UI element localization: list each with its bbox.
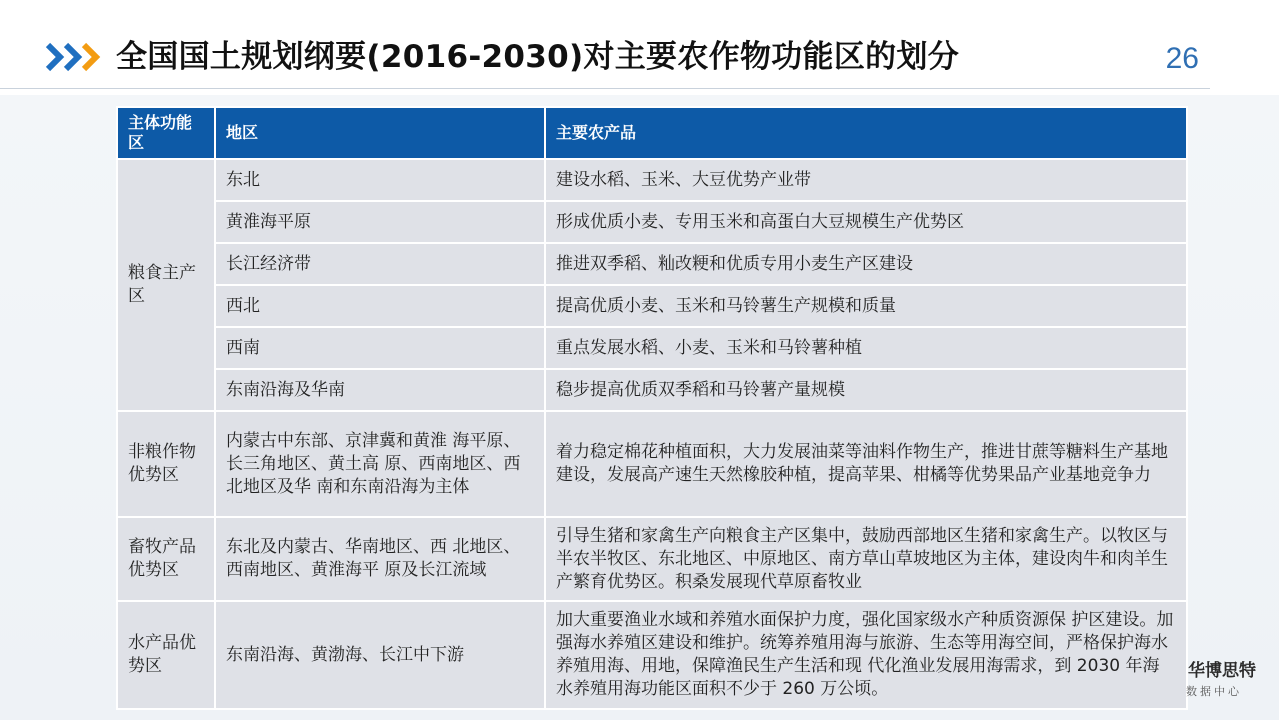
header-region: 地区: [215, 107, 545, 159]
table-row: [117, 201, 1187, 243]
zone-cell: 水产品优势区: [117, 601, 215, 709]
zone-cell: 畜牧产品优势区: [117, 517, 215, 601]
products-cell: 建设水稻、玉米、大豆优势产业带: [545, 159, 1187, 201]
table-row: [117, 411, 1187, 517]
table-row: [117, 517, 1187, 601]
table-row: [117, 601, 1187, 709]
region-cell: 内蒙古中东部、京津冀和黄淮 海平原、长三角地区、黄土高 原、西南地区、西北地区及华 南和东南沿海为主体: [215, 411, 545, 517]
header-zone: 主体功能区: [117, 107, 215, 159]
products-cell: 引导生猪和家禽生产向粮食主产区集中，鼓励西部地区生猪和家禽生产。以牧区与半农半牧区、东北地区、中原地区、南方草山草坡地区为主体，建设肉牛和肉羊生产繁育优势区。积桑发展现代草原畜牧业: [545, 517, 1187, 601]
products-cell: 提高优质小麦、玉米和马铃薯生产规模和质量: [545, 285, 1187, 327]
products-cell: 推进双季稻、籼改粳和优质专用小麦生产区建设: [545, 243, 1187, 285]
zone-cell-grain: 粮食主产区: [117, 159, 215, 411]
table-header-row: [117, 107, 1187, 159]
products-cell: 加大重要渔业水域和养殖水面保护力度，强化国家级水产种质资源保 护区建设。加强海水养殖区建设和维护。统筹养殖用海与旅游、生态等用海空间，严格保护海水养殖用海、用地，保障渔民生产生活和现 代化渔业发展用海需求，到 2030 年海水养殖用海功能区面积不少于 260 万公顷。: [545, 601, 1187, 709]
watermark-subtitle: 数据中心: [1186, 685, 1242, 698]
zone-cell: 非粮作物优势区: [117, 411, 215, 517]
products-cell: 稳步提高优质双季稻和马铃薯产量规模: [545, 369, 1187, 411]
table-row: [117, 285, 1187, 327]
slide-title: 全国国土规划纲要(2016-2030)对主要农作物功能区的划分: [116, 39, 960, 75]
triple-chevron-right-icon: [44, 41, 104, 73]
products-cell: 着力稳定棉花种植面积，大力发展油菜等油料作物生产，推进甘蔗等糖料生产基地建设，发展高产速生天然橡胶种植，提高苹果、柑橘等优势果品产业基地竞争力: [545, 411, 1187, 517]
table-row: [117, 369, 1187, 411]
function-zone-table: [116, 106, 1188, 710]
title-divider: [0, 88, 1210, 89]
table-row: [117, 159, 1187, 201]
region-cell: 东北及内蒙古、华南地区、西 北地区、西南地区、黄淮海平 原及长江流域: [215, 517, 545, 601]
region-cell: 黄淮海平原: [215, 201, 545, 243]
table-row: [117, 327, 1187, 369]
region-cell: 西北: [215, 285, 545, 327]
region-cell: 长江经济带: [215, 243, 545, 285]
region-cell: 东北: [215, 159, 545, 201]
header-products: 主要农产品: [545, 107, 1187, 159]
table-row: [117, 243, 1187, 285]
brand-watermark: [1186, 654, 1279, 704]
products-cell: 重点发展水稻、小麦、玉米和马铃薯种植: [545, 327, 1187, 369]
region-cell: 东南沿海、黄渤海、长江中下游: [215, 601, 545, 709]
page-number: 26: [1165, 42, 1199, 75]
watermark-title: 华博思特: [1188, 661, 1256, 681]
region-cell: 东南沿海及华南: [215, 369, 545, 411]
region-cell: 西南: [215, 327, 545, 369]
products-cell: 形成优质小麦、专用玉米和高蛋白大豆规模生产优势区: [545, 201, 1187, 243]
